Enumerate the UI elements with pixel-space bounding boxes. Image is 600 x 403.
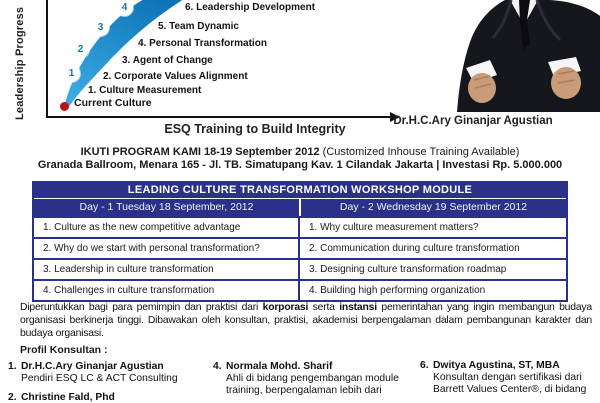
table-row xyxy=(34,216,566,237)
consultant-column-1 xyxy=(8,361,203,403)
program-invite-line xyxy=(0,146,600,158)
table-row xyxy=(34,279,566,300)
table-cell: 2. Why do we start with personal transformation? xyxy=(34,239,300,258)
consultant-desc: Konsultan dengan sertifikasi dari xyxy=(433,372,582,383)
list-item xyxy=(213,361,413,397)
list-item xyxy=(8,361,203,385)
consultant-number: 2. xyxy=(8,392,17,403)
consultant-desc: training, berpengalaman lebih dari xyxy=(226,385,382,396)
day1-header: Day - 1 Tuesday 18 September, 2012 xyxy=(34,199,299,216)
table-cell: 3. Designing culture transformation roadmap xyxy=(309,264,507,275)
table-row xyxy=(34,237,566,258)
speaker-photo xyxy=(450,0,600,112)
x-axis-caption: ESQ Training to Build Integrity xyxy=(164,122,346,136)
current-culture-label: Current Culture xyxy=(74,97,152,109)
consultant-column-2 xyxy=(213,361,413,403)
step-circle-4: 4 xyxy=(116,0,133,16)
audience-text: pemerintahan yang ingin membangun budaya organisasi berkinerja tinggi. Dibawakan oleh konsultan, praktisi, akademisi berpengalaman dalam pembangunan karakter dan budaya organisasi. xyxy=(20,302,592,339)
step-circle-1: 1 xyxy=(63,65,80,82)
consultant-column-3 xyxy=(420,360,595,403)
step-label-5: 5. Team Dynamic xyxy=(158,21,239,32)
table-day-header-row xyxy=(34,199,566,216)
program-invite-bold: IKUTI PROGRAM KAMI 18-19 September 2012 xyxy=(80,146,320,158)
consultant-name: Christine Fald, Phd xyxy=(21,392,115,403)
table-row xyxy=(34,258,566,279)
speaker-name: Dr.H.C.Ary Ginanjar Agustian xyxy=(393,115,553,127)
table-cell: 4. Building high performing organization xyxy=(309,285,486,296)
table-cell: 4. Challenges in culture transformation xyxy=(34,281,300,300)
consultant-name: Dr.H.C.Ary Ginanjar Agustian xyxy=(21,361,164,372)
y-axis-label: Leadership Progress xyxy=(14,6,26,120)
step-label-1: 1. Culture Measurement xyxy=(88,85,202,96)
step-circle-2: 2 xyxy=(72,41,89,58)
audience-bold-instansi: instansi xyxy=(339,302,377,313)
table-cell: 1. Culture as the new competitive advantage xyxy=(34,218,300,237)
audience-text: Diperuntukkan bagi para pemimpin dan praktisi dari xyxy=(20,302,263,313)
list-item xyxy=(8,392,203,403)
current-culture-dot xyxy=(60,102,69,111)
workshop-module-table xyxy=(32,181,568,302)
audience-text: serta xyxy=(308,302,340,313)
step-label-2: 2. Corporate Values Alignment xyxy=(103,71,248,82)
consultant-name: Normala Mohd. Sharif xyxy=(226,361,333,372)
table-cell: 1. Why culture measurement matters? xyxy=(309,222,479,233)
consultants-heading: Profil Konsultan : xyxy=(20,344,108,356)
consultant-number: 6. xyxy=(420,360,429,371)
table-title: LEADING CULTURE TRANSFORMATION WORKSHOP MODULE xyxy=(34,183,566,199)
step-label-6: 6. Leadership Development xyxy=(185,2,316,13)
consultant-name: Dwitya Agustina, ST, MBA xyxy=(433,360,560,371)
consultant-desc: Pendiri ESQ LC & ACT Consulting xyxy=(21,373,178,384)
program-venue-line: Granada Ballroom, Menara 165 - Jl. TB. Simatupang Kav. 1 Cilandak Jakarta | Investasi Rp. 5.000.000 xyxy=(37,159,563,171)
consultant-desc: Barrett Values Center®, di bidang xyxy=(433,384,587,395)
step-label-4: 4. Personal Transformation xyxy=(138,38,267,49)
table-cell: 2. Communication during culture transformation xyxy=(309,243,520,254)
audience-bold-korporasi: korporasi xyxy=(262,302,309,313)
consultant-number: 4. xyxy=(213,361,222,372)
step-circle-3: 3 xyxy=(92,19,109,36)
x-axis-line xyxy=(46,116,392,118)
program-invite-note: (Customized Inhouse Training Available) xyxy=(319,146,520,158)
audience-paragraph xyxy=(20,301,592,340)
list-item xyxy=(420,360,595,396)
table-cell: 3. Leadership in culture transformation xyxy=(34,260,300,279)
y-axis-line xyxy=(46,0,48,117)
consultant-number: 1. xyxy=(8,361,17,372)
consultant-desc: Ahli di bidang pengembangan module xyxy=(226,373,399,384)
day2-header: Day - 2 Wednesday 19 September 2012 xyxy=(301,199,566,216)
step-label-3: 3. Agent of Change xyxy=(122,55,213,66)
